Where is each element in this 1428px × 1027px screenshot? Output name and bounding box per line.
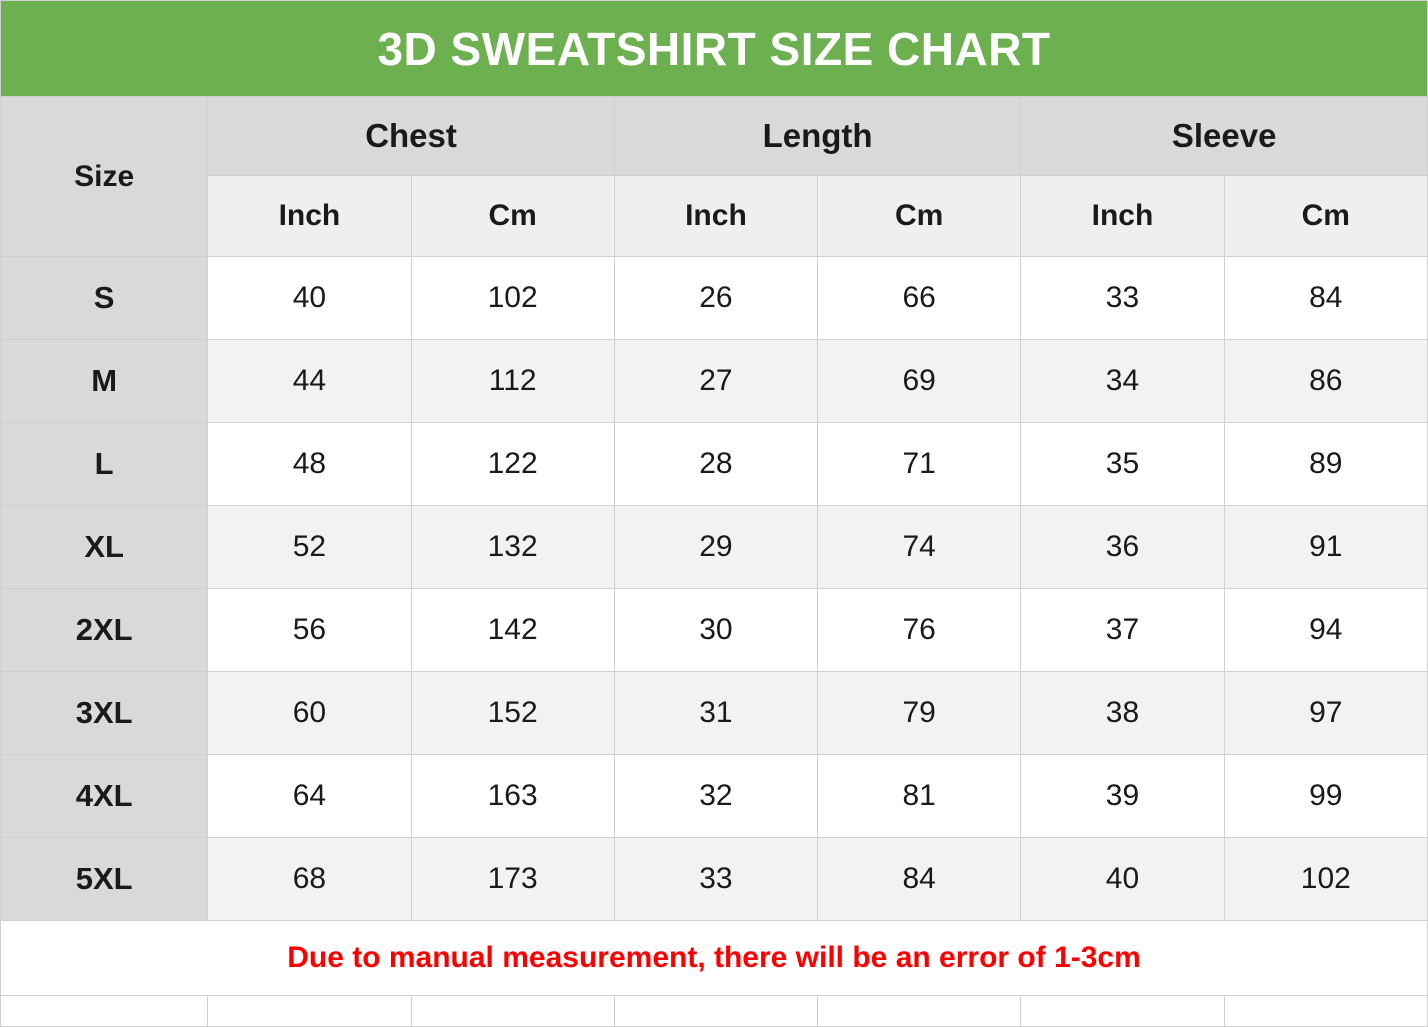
row-size-label: XL — [1, 506, 208, 589]
chart-title-row — [1, 1, 1428, 97]
unit-header-length-inch: Inch — [614, 176, 817, 257]
cell-chest-cm: 112 — [411, 340, 614, 423]
cell-chest-cm: 152 — [411, 672, 614, 755]
cell-chest-cm: 142 — [411, 589, 614, 672]
size-column-header: Size — [1, 97, 208, 257]
cell-length-cm: 81 — [818, 755, 1021, 838]
cell-chest-inch: 44 — [208, 340, 411, 423]
cell-length-inch: 29 — [614, 506, 817, 589]
bottom-strip-cell — [818, 996, 1021, 1027]
unit-header-chest-inch: Inch — [208, 176, 411, 257]
cell-sleeve-inch: 34 — [1021, 340, 1224, 423]
cell-chest-inch: 56 — [208, 589, 411, 672]
cell-sleeve-cm: 84 — [1224, 257, 1427, 340]
cell-chest-cm: 102 — [411, 257, 614, 340]
cell-length-cm: 84 — [818, 838, 1021, 921]
cell-length-cm: 66 — [818, 257, 1021, 340]
cell-sleeve-cm: 89 — [1224, 423, 1427, 506]
cell-sleeve-cm: 86 — [1224, 340, 1427, 423]
row-size-label: 4XL — [1, 755, 208, 838]
table-row — [1, 340, 1428, 423]
cell-sleeve-cm: 99 — [1224, 755, 1427, 838]
cell-length-inch: 26 — [614, 257, 817, 340]
cell-sleeve-cm: 102 — [1224, 838, 1427, 921]
cell-chest-cm: 163 — [411, 755, 614, 838]
cell-length-cm: 69 — [818, 340, 1021, 423]
table-row — [1, 423, 1428, 506]
table-row — [1, 257, 1428, 340]
cell-sleeve-inch: 33 — [1021, 257, 1224, 340]
cell-chest-cm: 122 — [411, 423, 614, 506]
cell-sleeve-inch: 39 — [1021, 755, 1224, 838]
row-size-label: 5XL — [1, 838, 208, 921]
cell-length-inch: 27 — [614, 340, 817, 423]
table-row — [1, 589, 1428, 672]
cell-sleeve-inch: 38 — [1021, 672, 1224, 755]
bottom-strip-cell — [411, 996, 614, 1027]
bottom-strip-cell — [1, 996, 208, 1027]
table-row — [1, 838, 1428, 921]
cell-sleeve-inch: 36 — [1021, 506, 1224, 589]
cell-length-inch: 28 — [614, 423, 817, 506]
unit-header-sleeve-inch: Inch — [1021, 176, 1224, 257]
cell-chest-inch: 64 — [208, 755, 411, 838]
cell-chest-inch: 48 — [208, 423, 411, 506]
cell-sleeve-cm: 91 — [1224, 506, 1427, 589]
unit-header-length-cm: Cm — [818, 176, 1021, 257]
measurement-note: Due to manual measurement, there will be an error of 1-3cm — [1, 921, 1428, 996]
cell-length-cm: 79 — [818, 672, 1021, 755]
unit-header-row — [1, 176, 1428, 257]
cell-chest-inch: 60 — [208, 672, 411, 755]
cell-length-inch: 32 — [614, 755, 817, 838]
cell-length-inch: 30 — [614, 589, 817, 672]
chart-title: 3D SWEATSHIRT SIZE CHART — [1, 1, 1428, 97]
group-header-row — [1, 97, 1428, 176]
cell-chest-cm: 132 — [411, 506, 614, 589]
row-size-label: L — [1, 423, 208, 506]
unit-header-sleeve-cm: Cm — [1224, 176, 1427, 257]
table-row — [1, 755, 1428, 838]
unit-header-chest-cm: Cm — [411, 176, 614, 257]
cell-chest-cm: 173 — [411, 838, 614, 921]
row-size-label: S — [1, 257, 208, 340]
cell-sleeve-inch: 37 — [1021, 589, 1224, 672]
cell-length-cm: 71 — [818, 423, 1021, 506]
cell-length-cm: 76 — [818, 589, 1021, 672]
cell-chest-inch: 68 — [208, 838, 411, 921]
bottom-strip-cell — [208, 996, 411, 1027]
cell-length-inch: 31 — [614, 672, 817, 755]
row-size-label: 2XL — [1, 589, 208, 672]
cell-sleeve-cm: 94 — [1224, 589, 1427, 672]
table-row — [1, 506, 1428, 589]
cell-chest-inch: 52 — [208, 506, 411, 589]
cell-sleeve-inch: 40 — [1021, 838, 1224, 921]
row-size-label: M — [1, 340, 208, 423]
bottom-strip-cell — [1021, 996, 1224, 1027]
cell-length-inch: 33 — [614, 838, 817, 921]
cell-chest-inch: 40 — [208, 257, 411, 340]
bottom-strip-row — [1, 996, 1428, 1027]
group-header-length: Length — [614, 97, 1021, 176]
bottom-strip-cell — [1224, 996, 1427, 1027]
measurement-note-row — [1, 921, 1428, 996]
bottom-strip-cell — [614, 996, 817, 1027]
cell-length-cm: 74 — [818, 506, 1021, 589]
cell-sleeve-inch: 35 — [1021, 423, 1224, 506]
group-header-chest: Chest — [208, 97, 615, 176]
row-size-label: 3XL — [1, 672, 208, 755]
cell-sleeve-cm: 97 — [1224, 672, 1427, 755]
table-row — [1, 672, 1428, 755]
group-header-sleeve: Sleeve — [1021, 97, 1428, 176]
